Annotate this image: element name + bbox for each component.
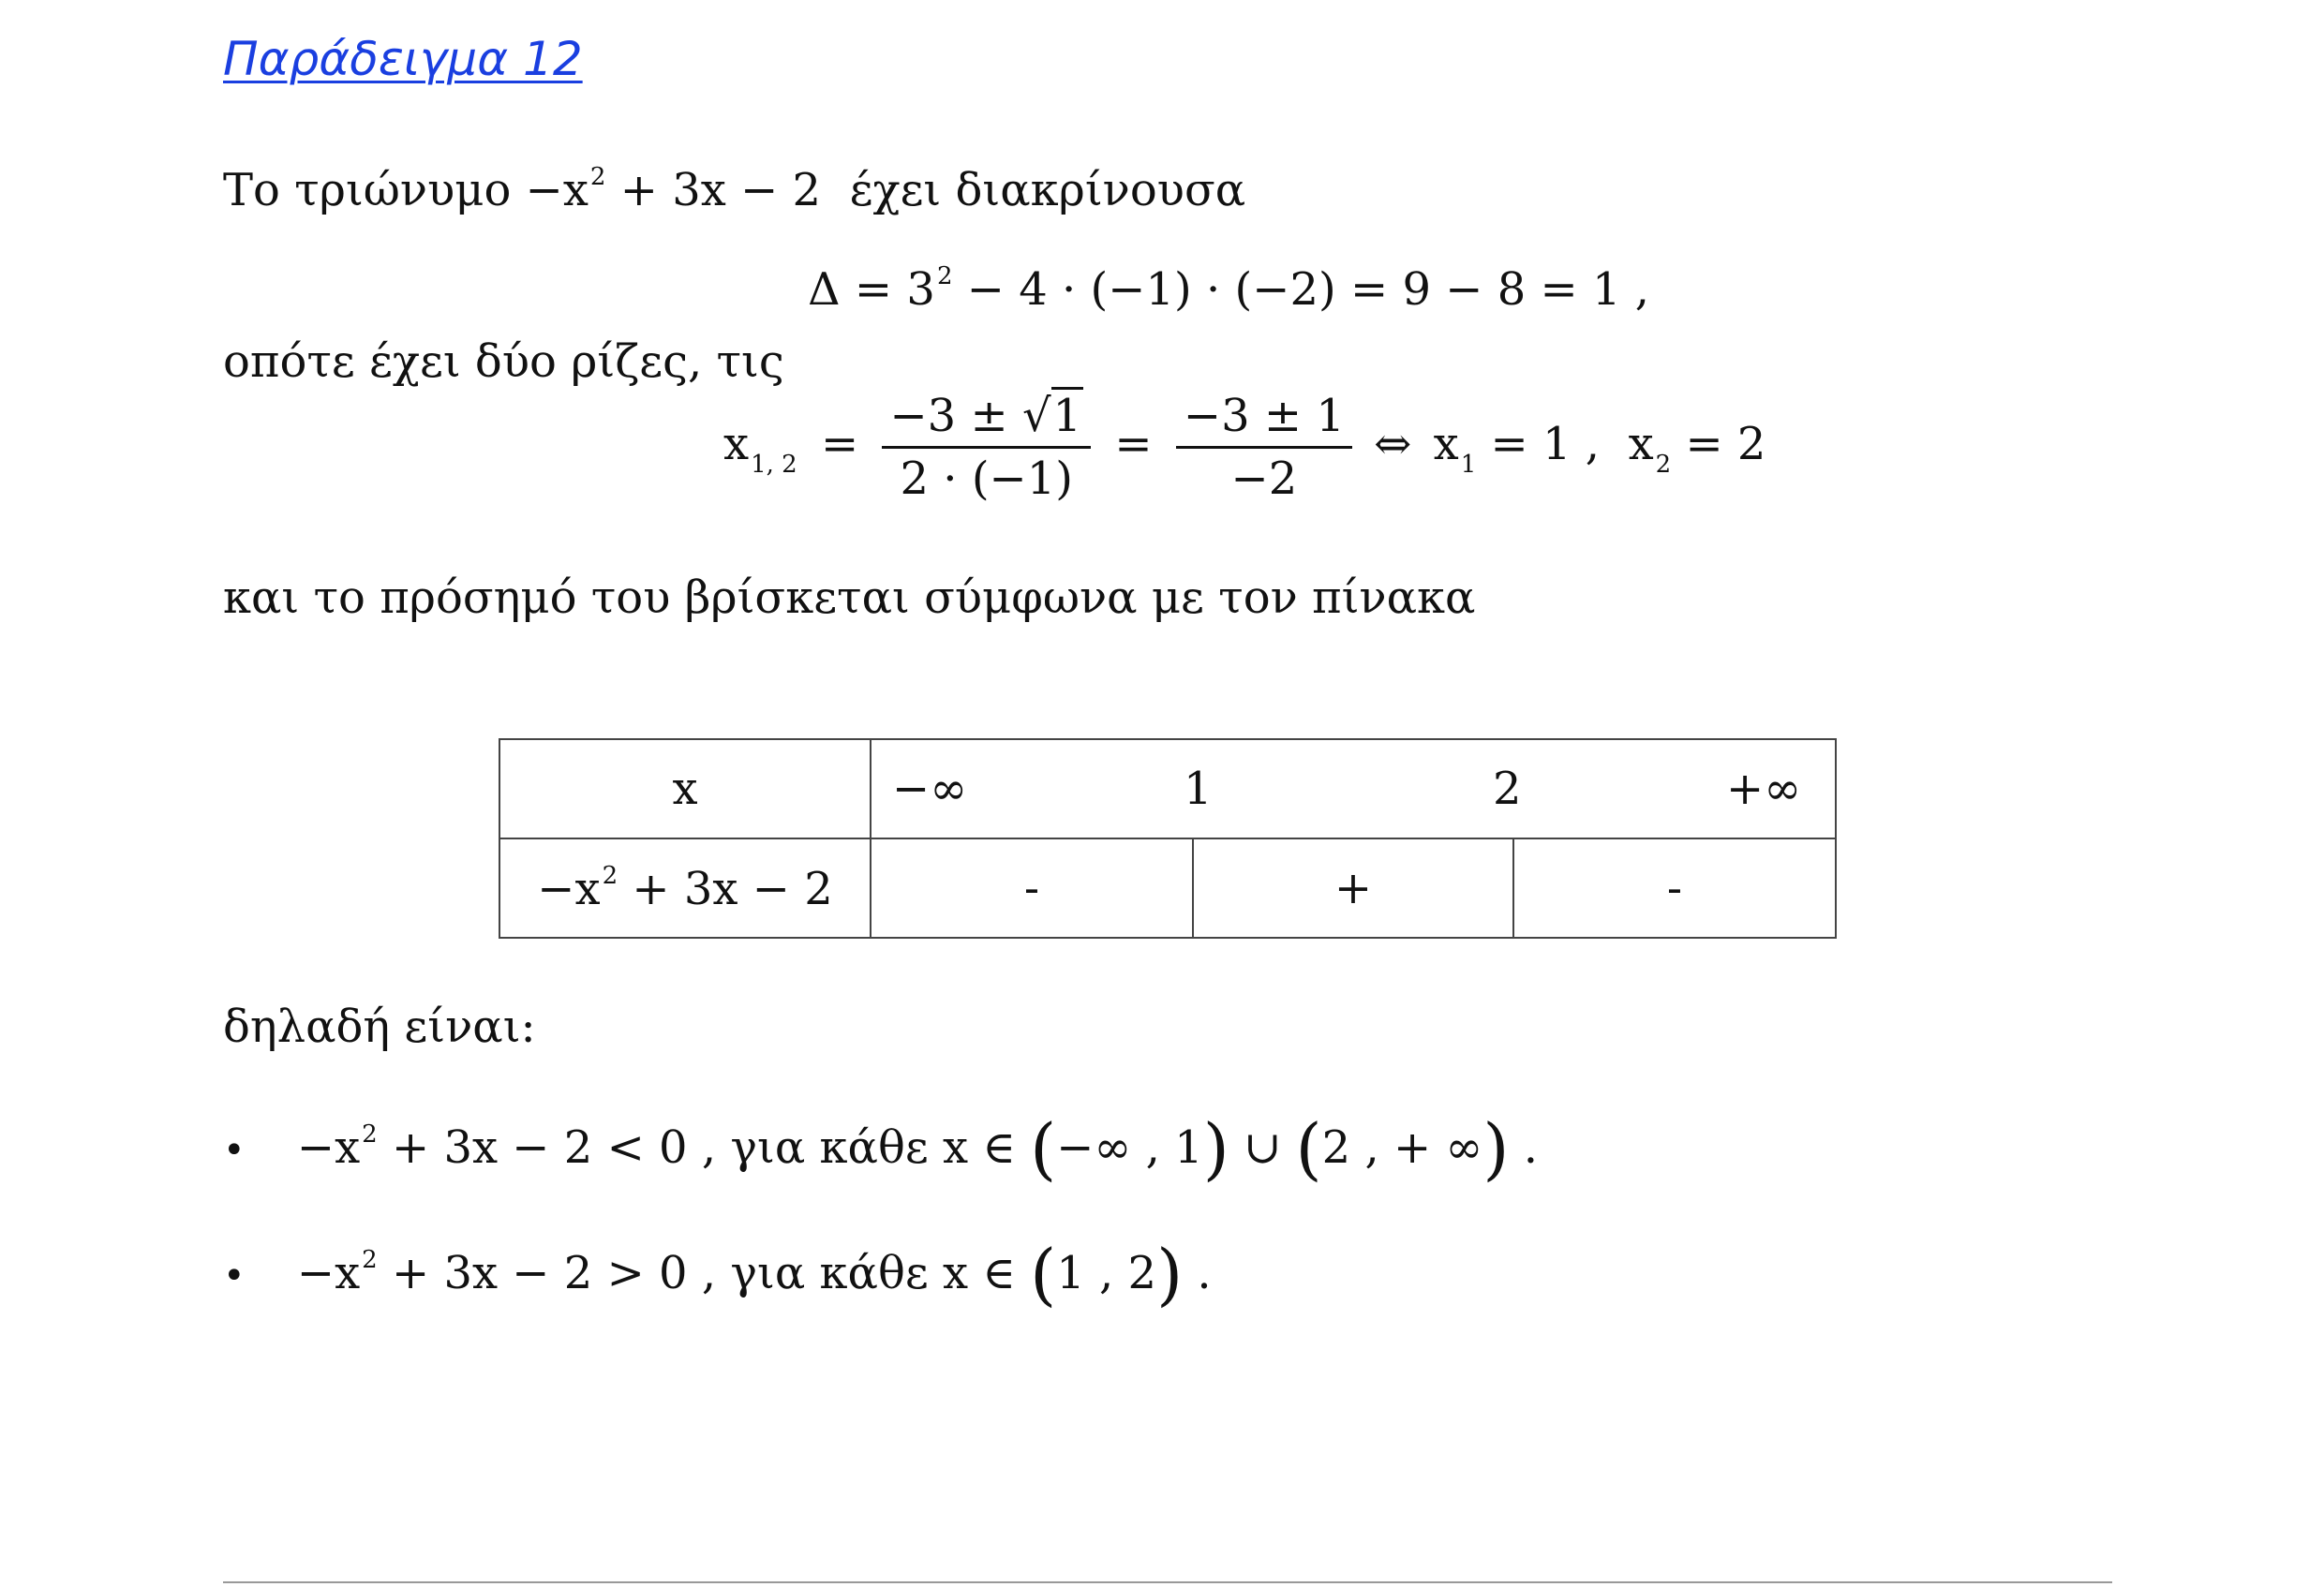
sign-cell-left: - xyxy=(871,838,1193,938)
ruler-plus-infinity: +∞ xyxy=(1726,763,1802,815)
example-heading: Παράδειγμα 12 xyxy=(223,32,583,86)
table-row xyxy=(499,838,1836,938)
x-header-cell: x xyxy=(499,739,871,838)
intro-lead: Το τριώνυμο xyxy=(223,164,512,216)
bullet-negative: • $-x^2 + 3x - 2 < 0$ , για κάθε x ∈ (−∞ , 1) ∪ (2 , + ∞) . xyxy=(223,1109,1539,1188)
table-row xyxy=(499,739,1836,838)
bullet-mark: • xyxy=(223,1129,246,1172)
discriminant-equation: $\Delta = 3^2 - 4 \cdot (-1) \cdot (-2) = 9 - 8 = 1$ , xyxy=(808,262,1650,316)
fraction-simplified: $\frac{-3 \pm 1}{-2}$ xyxy=(1176,393,1352,501)
trinomial: $-x^2 + 3x - 2$ xyxy=(525,163,822,216)
ruler-root-2: 2 xyxy=(1493,763,1522,815)
conclusion-intro: δηλαδή είναι: xyxy=(223,1001,536,1053)
sign-intro: και το πρόσημό του βρίσκεται σύμφωνα με τον πίνακα xyxy=(223,571,1476,624)
sign-table xyxy=(499,738,1837,939)
polynomial-cell: $-x^2 + 3x - 2$ xyxy=(499,838,871,938)
sign-cell-right: - xyxy=(1513,838,1836,938)
roots-intro: οπότε έχει δύο ρίζες, τις xyxy=(223,335,784,388)
sign-cell-middle: + xyxy=(1193,838,1513,938)
roots-formula: $x_{1, 2}$ = $\frac{-3 \pm √1}{2 \cdot (-1)}$ = $\frac{-3 \pm 1}{-2}$ ⇔ $x_1 = 1$ , $x_2 = 2$ xyxy=(723,393,1765,501)
intro-tail: έχει διακρίνουσα xyxy=(849,164,1246,216)
ruler-root-1: 1 xyxy=(1184,763,1213,815)
bullet-mark: • xyxy=(223,1254,246,1298)
intro-line xyxy=(223,163,1246,216)
fraction-sqrt: $\frac{-3 \pm √1}{2 \cdot (-1)}$ xyxy=(882,393,1091,501)
footer-divider xyxy=(223,1581,2112,1583)
bullet-positive: • $-x^2 + 3x - 2 > 0$ , για κάθε x ∈ (1 , 2) . xyxy=(223,1235,1212,1313)
ruler-minus-infinity: −∞ xyxy=(892,763,968,815)
number-line-cell xyxy=(871,739,1836,838)
